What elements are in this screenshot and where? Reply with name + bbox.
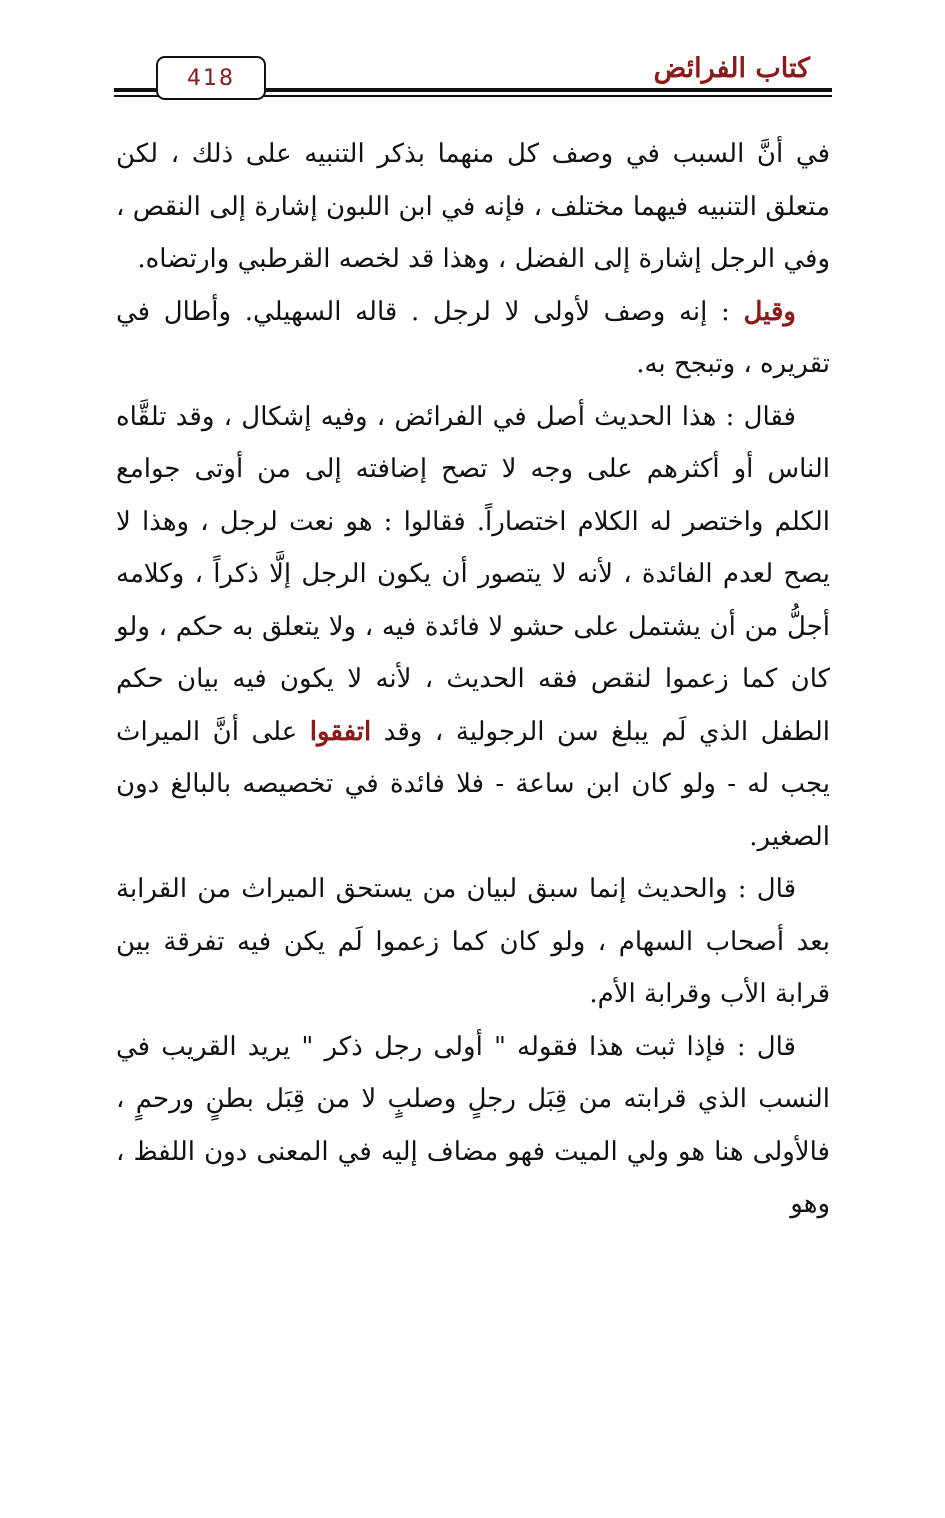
paragraph-3 <box>116 391 830 864</box>
book-title: كتاب الفرائض <box>653 53 810 84</box>
page-header <box>114 50 832 110</box>
paragraph-2-text: : إنه وصف لأولى لا لرجل . قاله السهيلي. وأطال في تقريره ، وتبجح به. <box>116 296 830 379</box>
paragraph-4: قال : والحديث إنما سبق لبيان من يستحق الميراث من القرابة بعد أصحاب السهام ، ولو كان كما زعموا لَم يكن فيه تفرقة بين قرابة الأب وقرابة الأم. <box>116 874 830 1009</box>
page-number-box <box>156 56 266 100</box>
paragraph-3-highlight: اتفقوا <box>309 716 372 747</box>
paragraph-3-end: على أنَّ الميراث يجب له - ولو كان ابن ساعة - فلا فائدة في تخصيصه بالبالغ دون الصغير. <box>116 716 830 852</box>
paragraph-5: قال : فإذا ثبت هذا فقوله " أولى رجل ذكر " يريد القريب في النسب الذي قرابته من قِبَل رجلٍ وصلبٍ لا من قِبَل بطنٍ ورحمٍ ، فالأولى هنا هو ولي الميت فهو مضاف إليه في المعنى دون اللفظ ، وهو <box>116 1031 830 1219</box>
paragraph-2-lead: وقيل <box>743 296 796 327</box>
page-body <box>116 128 830 1231</box>
paragraph-2 <box>116 286 830 391</box>
page-number: 418 <box>187 65 235 91</box>
paragraph-1: في أنَّ السبب في وصف كل منهما بذكر التنبيه على ذلك ، لكن متعلق التنبيه فيهما مختلف ، فإنه في ابن اللبون إشارة إلى النقص ، وفي الرجل إشارة إلى الفضل ، وهذا قد لخصه القرطبي وارتضاه. <box>116 139 830 274</box>
paragraph-3-text: فقال : هذا الحديث أصل في الفرائض ، وفيه إشكال ، وقد تلقَّاه الناس أو أكثرهم على وجه لا تصح إضافته إلى من أوتى جوامع الكلم واختصر له الكلام اختصاراً. فقالوا : هو نعت لرجل ، وهذا لا يصح لعدم الفائدة ، لأنه لا يتصور أن يكون الرجل إلَّا ذكراً ، وكلامه أجلُّ من أن يشتمل على حشو لا فائدة فيه ، ولا يتعلق به حكم ، ولو كان كما زعموا لنقص فقه الحديث ، لأنه لا يكون فيه بيان حكم الطفل الذي لَم يبلغ سن الرجولية ، وقد <box>116 401 830 747</box>
